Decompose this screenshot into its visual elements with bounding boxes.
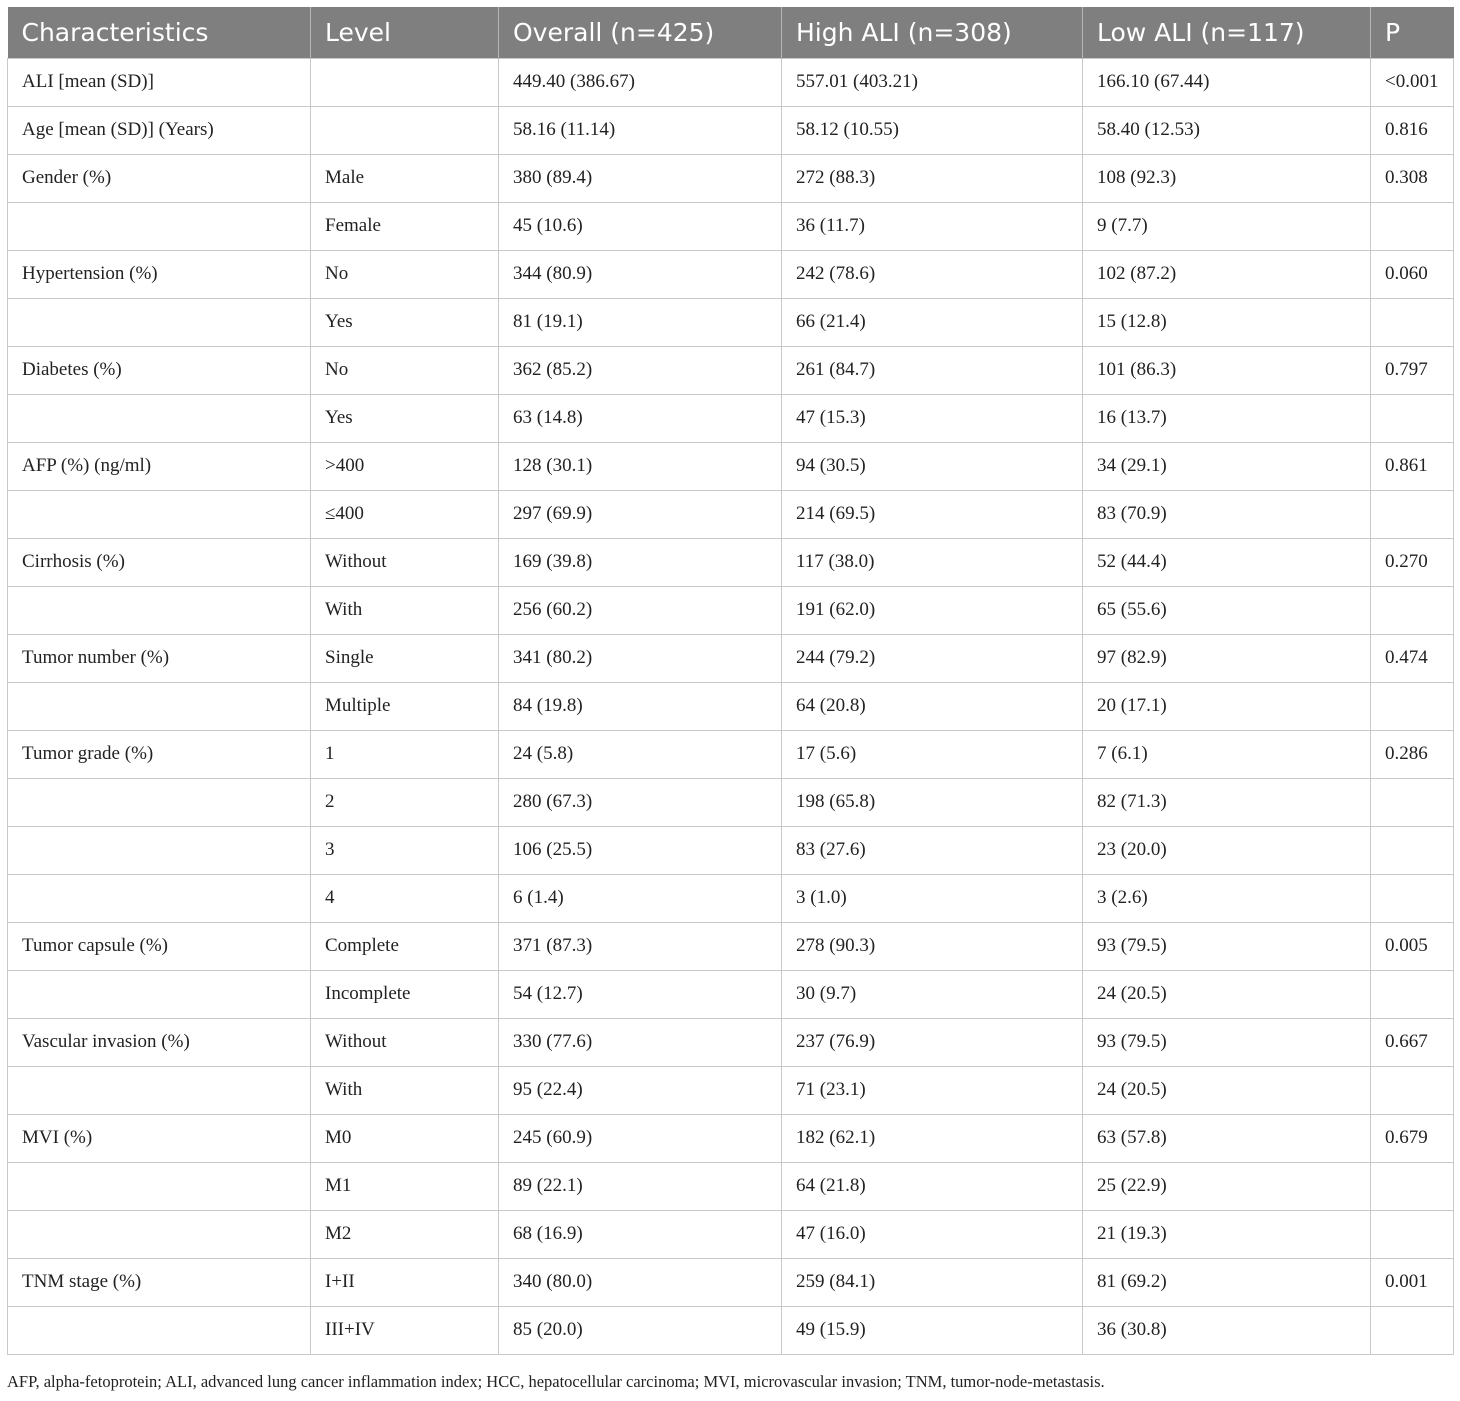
cell-overall: 362 (85.2): [499, 346, 782, 394]
cell-characteristic: Gender (%): [8, 154, 311, 202]
header-characteristics: Characteristics: [8, 7, 311, 58]
cell-level: Yes: [311, 394, 499, 442]
cell-overall: 81 (19.1): [499, 298, 782, 346]
table-row: [8, 58, 1454, 106]
table-row: [8, 202, 1454, 250]
cell-low-ali: 3 (2.6): [1083, 874, 1371, 922]
cell-high-ali: 64 (21.8): [782, 1162, 1083, 1210]
table-row: [8, 1162, 1454, 1210]
cell-characteristic: Hypertension (%): [8, 250, 311, 298]
cell-overall: 297 (69.9): [499, 490, 782, 538]
cell-characteristic: MVI (%): [8, 1114, 311, 1162]
cell-overall: 63 (14.8): [499, 394, 782, 442]
cell-p-value: [1371, 682, 1454, 730]
cell-overall: 54 (12.7): [499, 970, 782, 1018]
cell-overall: 106 (25.5): [499, 826, 782, 874]
cell-p-value: [1371, 586, 1454, 634]
cell-characteristic: [8, 394, 311, 442]
cell-level: [311, 58, 499, 106]
header-level: Level: [311, 7, 499, 58]
cell-p-value: 0.861: [1371, 442, 1454, 490]
cell-p-value: [1371, 298, 1454, 346]
table-row: [8, 1210, 1454, 1258]
table-footnote: AFP, alpha-fetoprotein; ALI, advanced lung cancer inflammation index; HCC, hepatocellular carcinoma; MVI, microvascular invasion; TNM, tumor-node-metastasis.: [7, 1372, 1105, 1391]
cell-overall: 89 (22.1): [499, 1162, 782, 1210]
cell-high-ali: 30 (9.7): [782, 970, 1083, 1018]
cell-overall: 245 (60.9): [499, 1114, 782, 1162]
cell-low-ali: 58.40 (12.53): [1083, 106, 1371, 154]
cell-low-ali: 24 (20.5): [1083, 970, 1371, 1018]
cell-characteristic: Vascular invasion (%): [8, 1018, 311, 1066]
table-row: [8, 106, 1454, 154]
cell-overall: 344 (80.9): [499, 250, 782, 298]
table-row: [8, 1018, 1454, 1066]
cell-p-value: [1371, 874, 1454, 922]
cell-level: 4: [311, 874, 499, 922]
cell-low-ali: 101 (86.3): [1083, 346, 1371, 394]
cell-level: With: [311, 1066, 499, 1114]
table-row: [8, 586, 1454, 634]
cell-high-ali: 557.01 (403.21): [782, 58, 1083, 106]
cell-high-ali: 259 (84.1): [782, 1258, 1083, 1306]
table-row: [8, 634, 1454, 682]
cell-characteristic: [8, 202, 311, 250]
cell-low-ali: 21 (19.3): [1083, 1210, 1371, 1258]
table-row: [8, 682, 1454, 730]
cell-low-ali: 24 (20.5): [1083, 1066, 1371, 1114]
cell-level: M0: [311, 1114, 499, 1162]
cell-overall: 85 (20.0): [499, 1306, 782, 1354]
cell-level: No: [311, 346, 499, 394]
cell-high-ali: 191 (62.0): [782, 586, 1083, 634]
cell-overall: 280 (67.3): [499, 778, 782, 826]
cell-high-ali: 83 (27.6): [782, 826, 1083, 874]
cell-overall: 169 (39.8): [499, 538, 782, 586]
cell-low-ali: 16 (13.7): [1083, 394, 1371, 442]
cell-overall: 330 (77.6): [499, 1018, 782, 1066]
cell-overall: 128 (30.1): [499, 442, 782, 490]
cell-characteristic: ALI [mean (SD)]: [8, 58, 311, 106]
cell-high-ali: 47 (16.0): [782, 1210, 1083, 1258]
cell-overall: 340 (80.0): [499, 1258, 782, 1306]
cell-high-ali: 117 (38.0): [782, 538, 1083, 586]
cell-level: Incomplete: [311, 970, 499, 1018]
cell-level: Female: [311, 202, 499, 250]
cell-p-value: [1371, 970, 1454, 1018]
cell-overall: 45 (10.6): [499, 202, 782, 250]
cell-level: >400: [311, 442, 499, 490]
cell-p-value: 0.060: [1371, 250, 1454, 298]
table-body: [8, 58, 1454, 1354]
cell-low-ali: 7 (6.1): [1083, 730, 1371, 778]
cell-high-ali: 17 (5.6): [782, 730, 1083, 778]
cell-p-value: [1371, 1210, 1454, 1258]
cell-level: No: [311, 250, 499, 298]
cell-low-ali: 23 (20.0): [1083, 826, 1371, 874]
cell-low-ali: 52 (44.4): [1083, 538, 1371, 586]
cell-p-value: 0.679: [1371, 1114, 1454, 1162]
table-row: [8, 1066, 1454, 1114]
cell-level: With: [311, 586, 499, 634]
cell-level: Single: [311, 634, 499, 682]
cell-p-value: 0.667: [1371, 1018, 1454, 1066]
cell-high-ali: 94 (30.5): [782, 442, 1083, 490]
cell-p-value: [1371, 490, 1454, 538]
cell-level: III+IV: [311, 1306, 499, 1354]
cell-level: Without: [311, 538, 499, 586]
table-row: [8, 1306, 1454, 1354]
cell-low-ali: 65 (55.6): [1083, 586, 1371, 634]
cell-high-ali: 237 (76.9): [782, 1018, 1083, 1066]
cell-high-ali: 242 (78.6): [782, 250, 1083, 298]
cell-characteristic: [8, 586, 311, 634]
cell-level: 2: [311, 778, 499, 826]
cell-p-value: 0.001: [1371, 1258, 1454, 1306]
table-row: [8, 826, 1454, 874]
header-overall: Overall (n=425): [499, 7, 782, 58]
cell-high-ali: 58.12 (10.55): [782, 106, 1083, 154]
cell-low-ali: 81 (69.2): [1083, 1258, 1371, 1306]
cell-low-ali: 15 (12.8): [1083, 298, 1371, 346]
cell-p-value: 0.005: [1371, 922, 1454, 970]
cell-high-ali: 36 (11.7): [782, 202, 1083, 250]
cell-characteristic: [8, 778, 311, 826]
cell-high-ali: 182 (62.1): [782, 1114, 1083, 1162]
cell-low-ali: 34 (29.1): [1083, 442, 1371, 490]
cell-characteristic: AFP (%) (ng/ml): [8, 442, 311, 490]
cell-level: [311, 106, 499, 154]
cell-level: Complete: [311, 922, 499, 970]
cell-p-value: 0.270: [1371, 538, 1454, 586]
cell-high-ali: 66 (21.4): [782, 298, 1083, 346]
cell-high-ali: 244 (79.2): [782, 634, 1083, 682]
cell-high-ali: 71 (23.1): [782, 1066, 1083, 1114]
cell-level: M1: [311, 1162, 499, 1210]
table-row: [8, 490, 1454, 538]
cell-low-ali: 93 (79.5): [1083, 1018, 1371, 1066]
cell-overall: 371 (87.3): [499, 922, 782, 970]
cell-low-ali: 25 (22.9): [1083, 1162, 1371, 1210]
cell-overall: 341 (80.2): [499, 634, 782, 682]
table-row: [8, 922, 1454, 970]
table-row: [8, 1258, 1454, 1306]
cell-overall: 68 (16.9): [499, 1210, 782, 1258]
table-row: [8, 538, 1454, 586]
cell-characteristic: [8, 490, 311, 538]
table-row: [8, 442, 1454, 490]
header-low-ali: Low ALI (n=117): [1083, 7, 1371, 58]
cell-low-ali: 102 (87.2): [1083, 250, 1371, 298]
table-row: [8, 778, 1454, 826]
cell-low-ali: 63 (57.8): [1083, 1114, 1371, 1162]
cell-characteristic: TNM stage (%): [8, 1258, 311, 1306]
cell-characteristic: [8, 1066, 311, 1114]
table-row: [8, 298, 1454, 346]
cell-low-ali: 108 (92.3): [1083, 154, 1371, 202]
cell-high-ali: 47 (15.3): [782, 394, 1083, 442]
cell-high-ali: 214 (69.5): [782, 490, 1083, 538]
cell-overall: 24 (5.8): [499, 730, 782, 778]
cell-overall: 58.16 (11.14): [499, 106, 782, 154]
cell-characteristic: Tumor capsule (%): [8, 922, 311, 970]
cell-level: ≤400: [311, 490, 499, 538]
cell-p-value: [1371, 1066, 1454, 1114]
cell-level: M2: [311, 1210, 499, 1258]
characteristics-table: [7, 7, 1454, 1355]
cell-characteristic: [8, 298, 311, 346]
cell-low-ali: 166.10 (67.44): [1083, 58, 1371, 106]
table-row: [8, 1114, 1454, 1162]
header-p-value: P: [1371, 7, 1454, 58]
table-row: [8, 970, 1454, 1018]
cell-p-value: [1371, 1306, 1454, 1354]
cell-low-ali: 9 (7.7): [1083, 202, 1371, 250]
cell-characteristic: [8, 1162, 311, 1210]
table-row: [8, 730, 1454, 778]
cell-high-ali: 261 (84.7): [782, 346, 1083, 394]
cell-characteristic: [8, 1210, 311, 1258]
cell-level: Male: [311, 154, 499, 202]
cell-overall: 84 (19.8): [499, 682, 782, 730]
cell-p-value: 0.816: [1371, 106, 1454, 154]
cell-overall: 95 (22.4): [499, 1066, 782, 1114]
cell-low-ali: 97 (82.9): [1083, 634, 1371, 682]
cell-characteristic: [8, 1306, 311, 1354]
cell-high-ali: 49 (15.9): [782, 1306, 1083, 1354]
cell-characteristic: Cirrhosis (%): [8, 538, 311, 586]
cell-characteristic: [8, 826, 311, 874]
cell-overall: 380 (89.4): [499, 154, 782, 202]
cell-p-value: 0.474: [1371, 634, 1454, 682]
cell-high-ali: 272 (88.3): [782, 154, 1083, 202]
cell-characteristic: [8, 682, 311, 730]
cell-low-ali: 83 (70.9): [1083, 490, 1371, 538]
cell-characteristic: [8, 970, 311, 1018]
cell-level: Multiple: [311, 682, 499, 730]
cell-overall: 6 (1.4): [499, 874, 782, 922]
cell-low-ali: 20 (17.1): [1083, 682, 1371, 730]
cell-low-ali: 36 (30.8): [1083, 1306, 1371, 1354]
cell-overall: 449.40 (386.67): [499, 58, 782, 106]
cell-p-value: [1371, 202, 1454, 250]
cell-high-ali: 278 (90.3): [782, 922, 1083, 970]
cell-level: 1: [311, 730, 499, 778]
table-header-row: [8, 7, 1454, 58]
cell-high-ali: 198 (65.8): [782, 778, 1083, 826]
table-row: [8, 154, 1454, 202]
cell-p-value: 0.308: [1371, 154, 1454, 202]
cell-p-value: <0.001: [1371, 58, 1454, 106]
cell-level: 3: [311, 826, 499, 874]
cell-p-value: [1371, 1162, 1454, 1210]
table-row: [8, 250, 1454, 298]
header-high-ali: High ALI (n=308): [782, 7, 1083, 58]
cell-low-ali: 82 (71.3): [1083, 778, 1371, 826]
cell-overall: 256 (60.2): [499, 586, 782, 634]
cell-p-value: [1371, 778, 1454, 826]
cell-high-ali: 3 (1.0): [782, 874, 1083, 922]
table-row: [8, 346, 1454, 394]
cell-p-value: 0.797: [1371, 346, 1454, 394]
cell-low-ali: 93 (79.5): [1083, 922, 1371, 970]
cell-characteristic: Tumor number (%): [8, 634, 311, 682]
cell-p-value: [1371, 826, 1454, 874]
cell-level: I+II: [311, 1258, 499, 1306]
cell-characteristic: Diabetes (%): [8, 346, 311, 394]
table-row: [8, 394, 1454, 442]
cell-level: Without: [311, 1018, 499, 1066]
cell-characteristic: Tumor grade (%): [8, 730, 311, 778]
table-row: [8, 874, 1454, 922]
cell-p-value: [1371, 394, 1454, 442]
cell-high-ali: 64 (20.8): [782, 682, 1083, 730]
cell-p-value: 0.286: [1371, 730, 1454, 778]
cell-characteristic: [8, 874, 311, 922]
cell-level: Yes: [311, 298, 499, 346]
cell-characteristic: Age [mean (SD)] (Years): [8, 106, 311, 154]
